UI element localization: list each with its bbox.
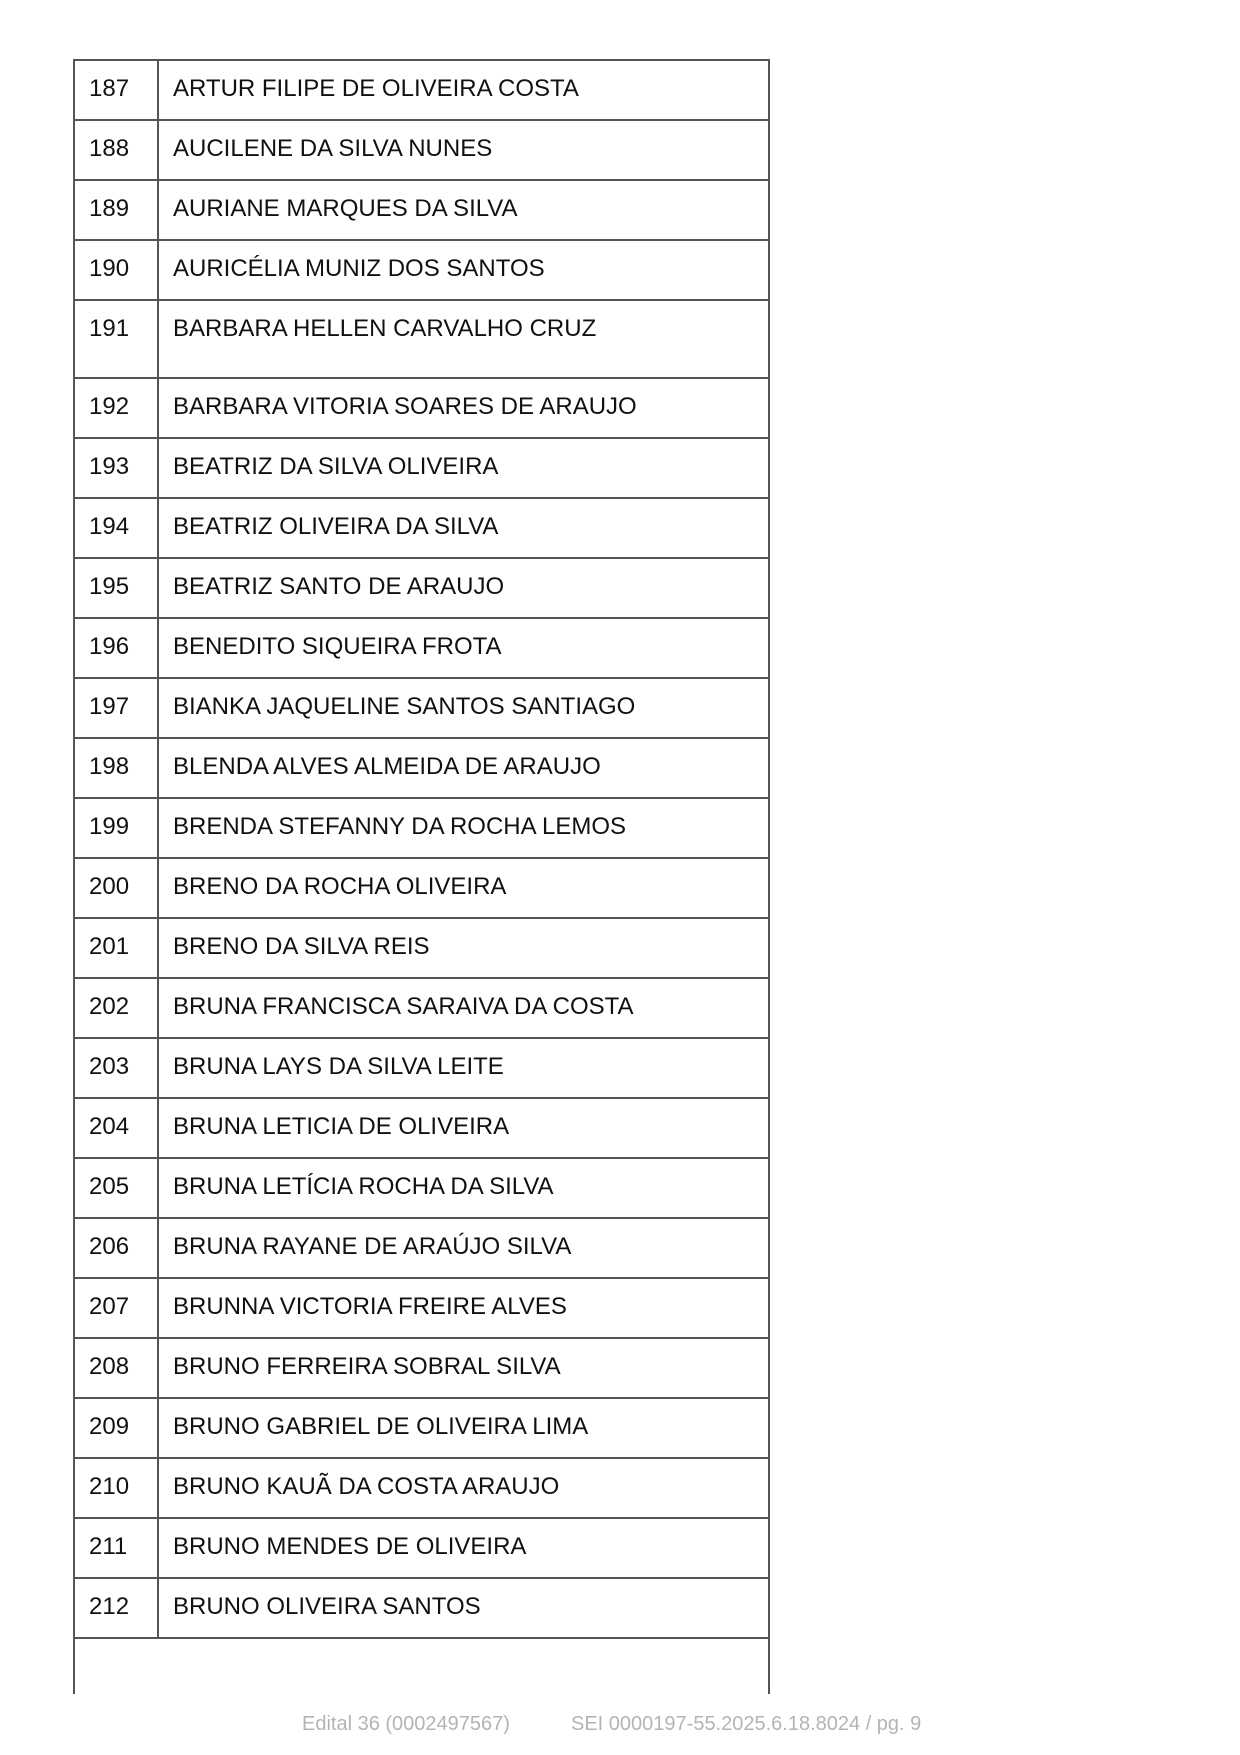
row-number: 204 (74, 1098, 158, 1158)
table-row (74, 1218, 769, 1278)
row-number: 189 (74, 180, 158, 240)
row-name: BRUNA FRANCISCA SARAIVA DA COSTA (158, 978, 769, 1038)
names-table-container (73, 59, 770, 1639)
table-row (74, 978, 769, 1038)
row-number: 191 (74, 300, 158, 378)
names-table (73, 59, 770, 1639)
table-row (74, 300, 769, 378)
table-continuation (73, 1636, 770, 1694)
row-number: 206 (74, 1218, 158, 1278)
row-number: 187 (74, 60, 158, 120)
row-number: 211 (74, 1518, 158, 1578)
row-name: BRUNO GABRIEL DE OLIVEIRA LIMA (158, 1398, 769, 1458)
table-row (74, 1038, 769, 1098)
row-number: 188 (74, 120, 158, 180)
row-number: 209 (74, 1398, 158, 1458)
row-name: BRUNA LAYS DA SILVA LEITE (158, 1038, 769, 1098)
table-row (74, 498, 769, 558)
table-row (74, 918, 769, 978)
row-name: AURICÉLIA MUNIZ DOS SANTOS (158, 240, 769, 300)
row-name: BIANKA JAQUELINE SANTOS SANTIAGO (158, 678, 769, 738)
row-name: BRUNA LETÍCIA ROCHA DA SILVA (158, 1158, 769, 1218)
row-name: ARTUR FILIPE DE OLIVEIRA COSTA (158, 60, 769, 120)
row-name: BEATRIZ DA SILVA OLIVEIRA (158, 438, 769, 498)
row-number: 195 (74, 558, 158, 618)
table-row (74, 240, 769, 300)
table-row (74, 738, 769, 798)
table-row (74, 180, 769, 240)
row-number: 197 (74, 678, 158, 738)
row-number: 208 (74, 1338, 158, 1398)
table-row (74, 60, 769, 120)
table-row (74, 798, 769, 858)
row-number: 205 (74, 1158, 158, 1218)
row-name: BRUNNA VICTORIA FREIRE ALVES (158, 1278, 769, 1338)
table-row (74, 1518, 769, 1578)
table-row (74, 1098, 769, 1158)
row-name: BRENDA STEFANNY DA ROCHA LEMOS (158, 798, 769, 858)
table-row (74, 120, 769, 180)
row-name: BEATRIZ OLIVEIRA DA SILVA (158, 498, 769, 558)
row-name: BLENDA ALVES ALMEIDA DE ARAUJO (158, 738, 769, 798)
table-row (74, 438, 769, 498)
row-name: BRUNA LETICIA DE OLIVEIRA (158, 1098, 769, 1158)
footer-document-id: Edital 36 (0002497567) (302, 1713, 510, 1735)
row-number: 203 (74, 1038, 158, 1098)
row-number: 207 (74, 1278, 158, 1338)
table-row (74, 858, 769, 918)
row-number: 192 (74, 378, 158, 438)
footer-process-page: SEI 0000197-55.2025.6.18.8024 / pg. 9 (571, 1713, 922, 1735)
row-number: 194 (74, 498, 158, 558)
table-row (74, 378, 769, 438)
row-name: BRENO DA ROCHA OLIVEIRA (158, 858, 769, 918)
row-name: BRUNA RAYANE DE ARAÚJO SILVA (158, 1218, 769, 1278)
table-row (74, 1158, 769, 1218)
row-number: 212 (74, 1578, 158, 1638)
row-name: BENEDITO SIQUEIRA FROTA (158, 618, 769, 678)
row-name: BEATRIZ SANTO DE ARAUJO (158, 558, 769, 618)
table-row (74, 618, 769, 678)
table-row (74, 678, 769, 738)
row-number: 190 (74, 240, 158, 300)
table-row (74, 558, 769, 618)
row-name: BARBARA HELLEN CARVALHO CRUZ (158, 300, 769, 378)
row-name: AURIANE MARQUES DA SILVA (158, 180, 769, 240)
row-number: 200 (74, 858, 158, 918)
row-name: AUCILENE DA SILVA NUNES (158, 120, 769, 180)
row-number: 202 (74, 978, 158, 1038)
row-name: BRUNO FERREIRA SOBRAL SILVA (158, 1338, 769, 1398)
row-name: BRUNO KAUÃ DA COSTA ARAUJO (158, 1458, 769, 1518)
row-name: BRUNO MENDES DE OLIVEIRA (158, 1518, 769, 1578)
row-name: BRUNO OLIVEIRA SANTOS (158, 1578, 769, 1638)
row-name: BRENO DA SILVA REIS (158, 918, 769, 978)
table-row (74, 1458, 769, 1518)
row-number: 193 (74, 438, 158, 498)
table-row (74, 1578, 769, 1638)
row-number: 196 (74, 618, 158, 678)
row-number: 201 (74, 918, 158, 978)
row-number: 199 (74, 798, 158, 858)
table-row (74, 1338, 769, 1398)
table-row (74, 1398, 769, 1458)
row-name: BARBARA VITORIA SOARES DE ARAUJO (158, 378, 769, 438)
row-number: 210 (74, 1458, 158, 1518)
table-row (74, 1278, 769, 1338)
row-number: 198 (74, 738, 158, 798)
